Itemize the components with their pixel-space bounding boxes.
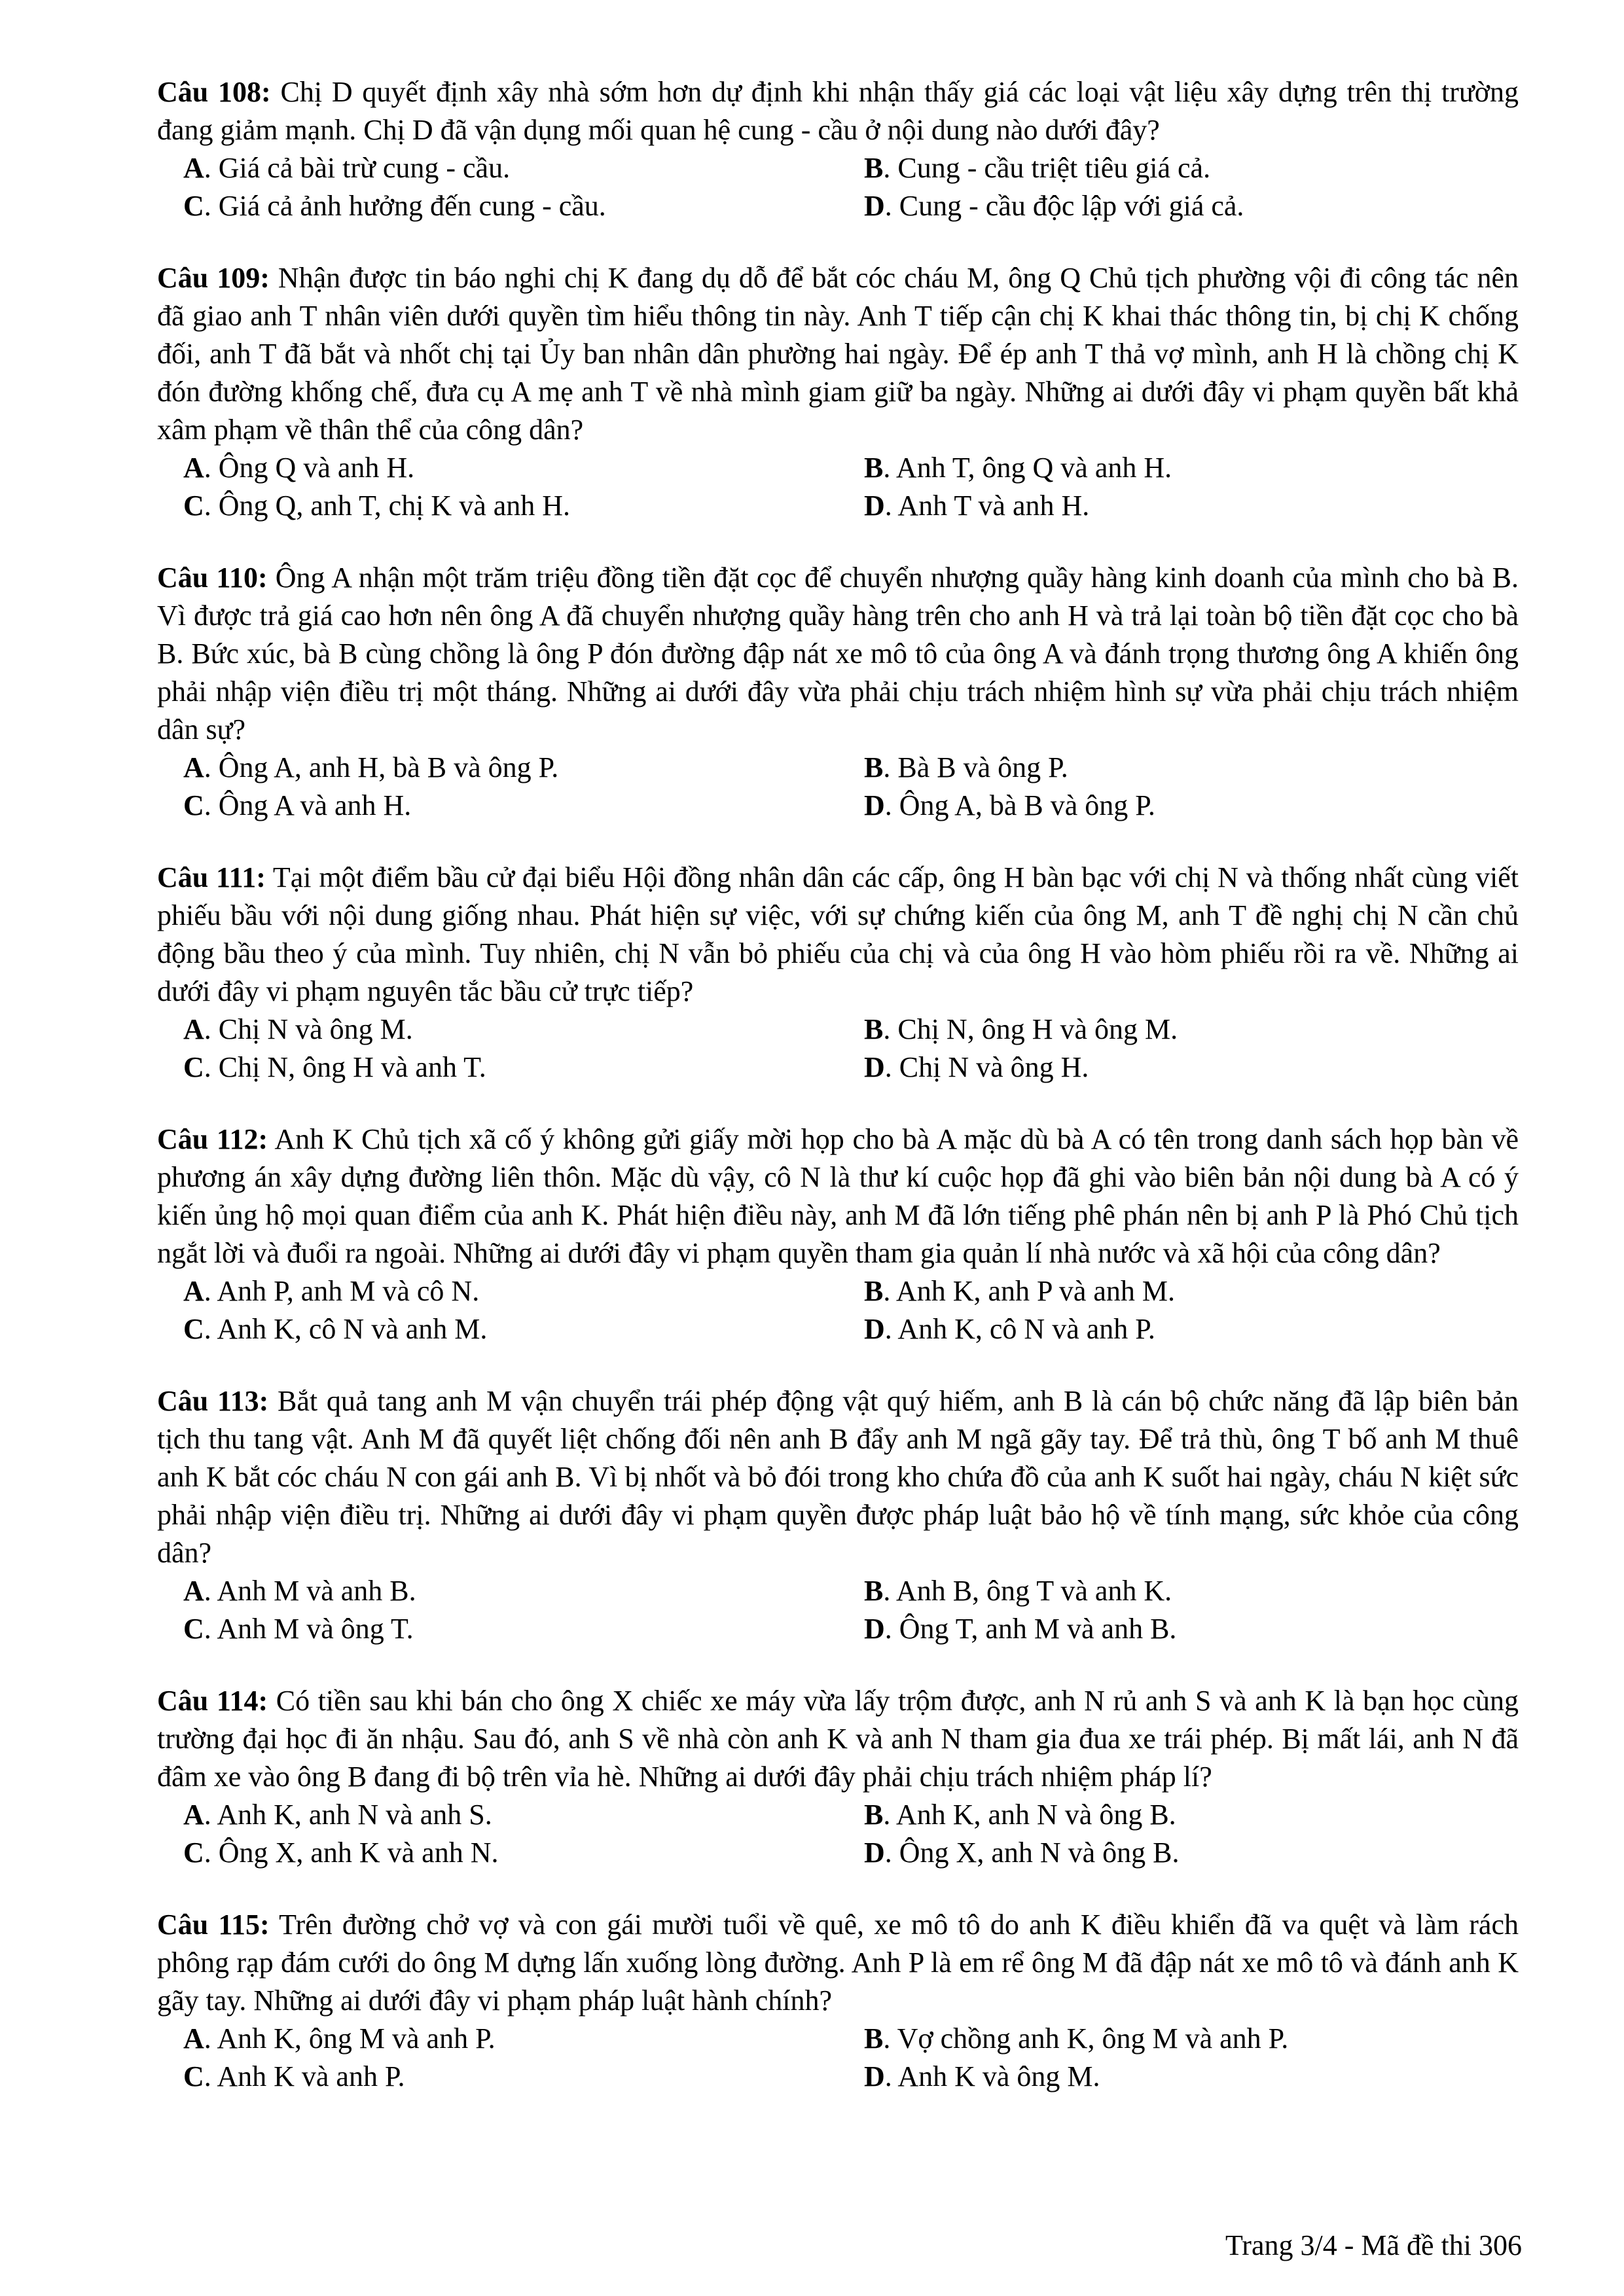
question-115 — [157, 1906, 1519, 2096]
option-d: D. Chị N và ông H. — [864, 1051, 1089, 1083]
exam-page — [157, 73, 1519, 2130]
option-a: A. Chị N và ông M. — [183, 1013, 413, 1045]
question-label: Câu 108: — [157, 76, 271, 108]
question-text: Chị D quyết định xây nhà sớm hơn dự định khi nhận thấy giá các loại vật liệu xây dựng trên thị trường đang giảm mạnh. Chị D đã vận dụng mối quan hệ cung - cầu ở nội dung nào dưới đây? — [157, 76, 1519, 146]
option-c: C. Ông A và anh H. — [183, 789, 412, 821]
answer-options — [157, 1572, 1519, 1648]
question-110 — [157, 559, 1519, 825]
question-label: Câu 114: — [157, 1685, 268, 1717]
answer-options — [157, 1796, 1519, 1872]
option-c: C. Chị N, ông H và anh T. — [183, 1051, 486, 1083]
question-label: Câu 115: — [157, 1909, 270, 1941]
option-b: B. Anh K, anh N và ông B. — [864, 1799, 1176, 1831]
answer-options — [157, 449, 1519, 525]
question-108 — [157, 73, 1519, 225]
option-d: D. Anh T và anh H. — [864, 490, 1090, 522]
option-a: A. Ông A, anh H, bà B và ông P. — [183, 751, 559, 783]
question-111 — [157, 859, 1519, 1086]
question-text: Trên đường chở vợ và con gái mười tuổi về quê, xe mô tô do anh K điều khiển đã va quệt và làm rách phông rạp đám cưới do ông M dựng lấn xuống lòng đường. Anh P là em rể ông M đã đập nát xe mô tô và đánh anh K gãy tay. Những ai dưới đây vi phạm pháp luật hành chính? — [157, 1909, 1519, 2017]
option-b: B. Vợ chồng anh K, ông M và anh P. — [864, 2022, 1289, 2054]
option-a: A. Anh M và anh B. — [183, 1575, 416, 1607]
page-footer: Trang 3/4 - Mã đề thi 306 — [1225, 2229, 1522, 2261]
question-text: Bắt quả tang anh M vận chuyển trái phép động vật quý hiếm, anh B là cán bộ chức năng đã lập biên bản tịch thu tang vật. Anh M đã quyết liệt chống đối nên anh B đẩy anh M ngã gãy tay. Để trả thù, ông T bố anh M thuê anh K bắt cóc cháu N con gái anh B. Vì bị nhốt và bỏ đói trong kho chứa đồ của anh K suốt hai ngày, cháu N kiệt sức phải nhập viện điều trị. Những ai dưới đây vi phạm quyền được pháp luật bảo hộ về tính mạng, sức khỏe của công dân? — [157, 1385, 1519, 1569]
question-109 — [157, 259, 1519, 525]
question-114 — [157, 1682, 1519, 1872]
question-stem — [157, 1121, 1519, 1272]
question-label: Câu 109: — [157, 262, 270, 294]
question-text: Anh K Chủ tịch xã cố ý không gửi giấy mời họp cho bà A mặc dù bà A có tên trong danh sách họp bàn về phương án xây dựng đường liên thôn. Mặc dù vậy, cô N là thư kí cuộc họp đã ghi vào biên bản nội dung bà A có ý kiến ủng hộ mọi quan điểm của anh K. Phát hiện điều này, anh M đã lớn tiếng phê phán nên bị anh P là Phó Chủ tịch ngắt lời và đuổi ra ngoài. Những ai dưới đây vi phạm quyền tham gia quản lí nhà nước và xã hội của công dân? — [157, 1123, 1519, 1269]
question-text: Tại một điểm bầu cử đại biểu Hội đồng nhân dân các cấp, ông H bàn bạc với chị N và thống nhất cùng viết phiếu bầu với nội dung giống nhau. Phát hiện sự việc, với sự chứng kiến của ông M, anh T đề nghị chị N cần chủ động bầu theo ý của mình. Tuy nhiên, chị N vẫn bỏ phiếu của chị và của ông H vào hòm phiếu rồi ra về. Những ai dưới đây vi phạm nguyên tắc bầu cử trực tiếp? — [157, 861, 1519, 1007]
option-c: C. Ông Q, anh T, chị K và anh H. — [183, 490, 571, 522]
question-stem — [157, 73, 1519, 149]
option-a: A. Anh K, anh N và anh S. — [183, 1799, 492, 1831]
answer-options — [157, 1011, 1519, 1086]
question-label: Câu 112: — [157, 1123, 268, 1155]
question-stem — [157, 259, 1519, 449]
question-stem — [157, 1382, 1519, 1572]
question-label: Câu 113: — [157, 1385, 269, 1417]
option-d: D. Cung - cầu độc lập với giá cả. — [864, 190, 1244, 222]
option-b: B. Bà B và ông P. — [864, 751, 1068, 783]
option-c: C. Anh K và anh P. — [183, 2060, 405, 2092]
option-a: A. Anh K, ông M và anh P. — [183, 2022, 496, 2054]
question-label: Câu 111: — [157, 861, 266, 893]
answer-options — [157, 1272, 1519, 1348]
option-d: D. Anh K và ông M. — [864, 2060, 1100, 2092]
option-d: D. Anh K, cô N và anh P. — [864, 1313, 1155, 1345]
question-112 — [157, 1121, 1519, 1348]
question-text: Có tiền sau khi bán cho ông X chiếc xe máy vừa lấy trộm được, anh N rủ anh S và anh K là bạn học cùng trường đại học đi ăn nhậu. Sau đó, anh S về nhà còn anh K và anh N tham gia đua xe trái phép. Bị mất lái, anh N đã đâm xe vào ông B đang đi bộ trên vỉa hè. Những ai dưới đây phải chịu trách nhiệm pháp lí? — [157, 1685, 1519, 1793]
question-stem — [157, 1682, 1519, 1796]
option-b: B. Anh T, ông Q và anh H. — [864, 452, 1172, 484]
option-c: C. Giá cả ảnh hưởng đến cung - cầu. — [183, 190, 606, 222]
option-b: B. Anh B, ông T và anh K. — [864, 1575, 1172, 1607]
question-stem — [157, 859, 1519, 1011]
option-b: B. Cung - cầu triệt tiêu giá cả. — [864, 152, 1211, 184]
question-text: Nhận được tin báo nghi chị K đang dụ dỗ để bắt cóc cháu M, ông Q Chủ tịch phường vội đi công tác nên đã giao anh T nhân viên dưới quyền tìm hiểu thông tin này. Anh T tiếp cận chị K khai thác thông tin, bị chị K chống đối, anh T đã bắt và nhốt chị tại Ủy ban nhân dân phường hai ngày. Để ép anh T thả vợ mình, anh H là chồng chị K đón đường khống chế, đưa cụ A mẹ anh T về nhà mình giam giữ ba ngày. Những ai dưới đây vi phạm quyền bất khả xâm phạm về thân thể của công dân? — [157, 262, 1519, 446]
option-b: B. Chị N, ông H và ông M. — [864, 1013, 1178, 1045]
answer-options — [157, 2020, 1519, 2096]
option-a: A. Ông Q và anh H. — [183, 452, 415, 484]
option-d: D. Ông X, anh N và ông B. — [864, 1837, 1180, 1869]
option-c: C. Anh M và ông T. — [183, 1613, 414, 1645]
option-c: C. Anh K, cô N và anh M. — [183, 1313, 488, 1345]
option-c: C. Ông X, anh K và anh N. — [183, 1837, 499, 1869]
option-a: A. Anh P, anh M và cô N. — [183, 1275, 480, 1307]
option-b: B. Anh K, anh P và anh M. — [864, 1275, 1176, 1307]
question-stem — [157, 1906, 1519, 2020]
answer-options — [157, 749, 1519, 825]
question-text: Ông A nhận một trăm triệu đồng tiền đặt cọc để chuyển nhượng quầy hàng kinh doanh của mình cho bà B. Vì được trả giá cao hơn nên ông A đã chuyển nhượng quầy hàng trên cho anh H và trả lại toàn bộ tiền đặt cọc cho bà B. Bức xúc, bà B cùng chồng là ông P đón đường đập nát xe mô tô của ông A và đánh trọng thương ông A khiến ông phải nhập viện điều trị một tháng. Những ai dưới đây vừa phải chịu trách nhiệm hình sự vừa phải chịu trách nhiệm dân sự? — [157, 562, 1519, 745]
question-stem — [157, 559, 1519, 749]
option-d: D. Ông A, bà B và ông P. — [864, 789, 1155, 821]
question-113 — [157, 1382, 1519, 1648]
option-d: D. Ông T, anh M và anh B. — [864, 1613, 1177, 1645]
answer-options — [157, 149, 1519, 225]
question-label: Câu 110: — [157, 562, 268, 594]
option-a: A. Giá cả bài trừ cung - cầu. — [183, 152, 511, 184]
